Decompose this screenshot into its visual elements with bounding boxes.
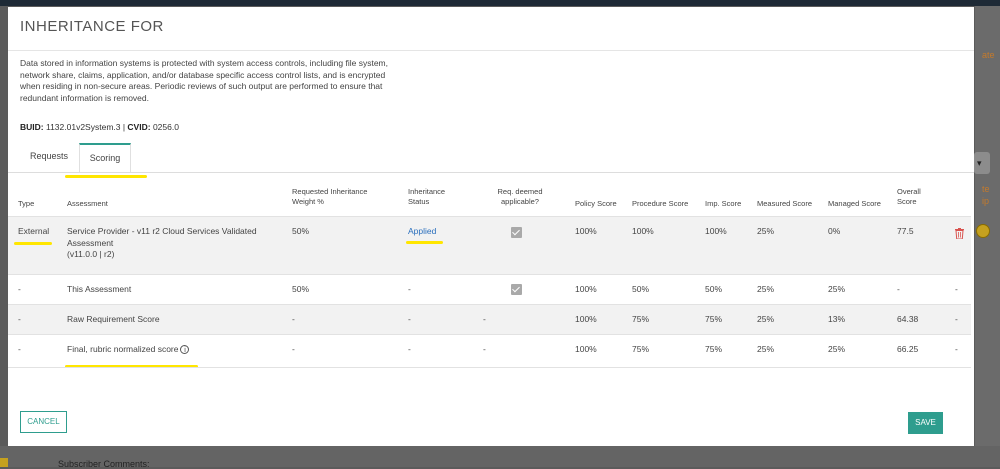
coin-icon bbox=[976, 224, 990, 238]
divider bbox=[8, 172, 974, 173]
cell-assessment: This Assessment bbox=[67, 284, 132, 294]
header-measured: Measured Score bbox=[757, 199, 813, 208]
cell-type: - bbox=[18, 284, 21, 294]
modal-title: INHERITANCE FOR bbox=[20, 18, 164, 35]
tab-requests[interactable]: Requests bbox=[29, 151, 69, 161]
cell-policy: 100% bbox=[575, 284, 597, 294]
cell-managed: 0% bbox=[828, 226, 841, 236]
info-icon[interactable]: i bbox=[180, 345, 189, 354]
cell-overall: 66.25 bbox=[897, 344, 919, 354]
save-button[interactable]: SAVE bbox=[908, 412, 943, 434]
cell-measured: 25% bbox=[757, 226, 775, 236]
cell-procedure: 75% bbox=[632, 314, 650, 324]
buid-label: BUID: bbox=[20, 122, 44, 132]
identifier-line bbox=[20, 122, 179, 132]
inheritance-modal bbox=[8, 7, 974, 446]
cell-overall: 64.38 bbox=[897, 314, 919, 324]
background-text: ate bbox=[982, 50, 995, 60]
cell-action: - bbox=[955, 344, 958, 354]
highlight-mark bbox=[14, 242, 52, 245]
cell-status-applied-link[interactable]: Applied bbox=[408, 226, 437, 236]
highlight-mark bbox=[65, 175, 147, 178]
cell-policy: 100% bbox=[575, 226, 597, 236]
cell-procedure: 50% bbox=[632, 284, 650, 294]
chevron-down-icon: ▾ bbox=[977, 158, 982, 168]
cell-imp: 50% bbox=[705, 284, 723, 294]
cell-imp: 75% bbox=[705, 314, 723, 324]
cell-overall: - bbox=[897, 284, 900, 294]
header-assessment: Assessment bbox=[67, 199, 108, 208]
cell-managed: 25% bbox=[828, 344, 846, 354]
header-managed: Managed Score bbox=[828, 199, 881, 208]
app-top-bar bbox=[0, 0, 1000, 6]
cell-type: - bbox=[18, 314, 21, 324]
cell-action: - bbox=[955, 314, 958, 324]
header-deemed: Req. deemed applicable? bbox=[497, 187, 543, 206]
highlight-mark bbox=[406, 241, 443, 244]
requirement-description: Data stored in information systems is protected with system access controls, including file system, network share, claims, application, and/or database specific access control lists, and is encrypted when residing in non-secure areas. Periodic reviews of such output are performed to ensure that redundant information is removed. bbox=[20, 58, 389, 103]
cell-managed: 13% bbox=[828, 314, 846, 324]
cell-assessment: Raw Requirement Score bbox=[67, 314, 160, 324]
cell-overall: 77.5 bbox=[897, 226, 914, 236]
background-text: ip bbox=[982, 196, 990, 206]
cell-imp: 100% bbox=[705, 226, 727, 236]
deemed-applicable-checkbox[interactable] bbox=[511, 284, 522, 295]
cvid-label: CVID: bbox=[127, 122, 151, 132]
background-text: te bbox=[982, 184, 990, 194]
cell-assessment: Service Provider - v11 r2 Cloud Services Validated Assessment bbox=[67, 226, 257, 248]
header-weight: Requested Inheritance Weight % bbox=[292, 187, 368, 206]
header-type: Type bbox=[18, 199, 35, 208]
tab-scoring[interactable]: Scoring bbox=[79, 143, 131, 173]
cell-policy: 100% bbox=[575, 314, 597, 324]
buid-value: 1132.01v2System.3 bbox=[45, 122, 121, 132]
header-imp: Imp. Score bbox=[705, 199, 742, 208]
header-overall: Overall Score bbox=[897, 187, 921, 206]
cell-status: - bbox=[408, 284, 411, 294]
deemed-applicable-checkbox[interactable] bbox=[511, 227, 522, 238]
cell-weight: 50% bbox=[292, 284, 310, 294]
cell-assessment-text: Final, rubric normalized score bbox=[67, 344, 179, 354]
header-status: Inheritance Status bbox=[408, 187, 446, 206]
background-page-bottom bbox=[0, 446, 1000, 467]
separator: | bbox=[120, 122, 128, 132]
cell-status: - bbox=[408, 314, 411, 324]
cell-weight: 50% bbox=[292, 226, 310, 236]
cell-deemed: - bbox=[483, 314, 486, 324]
cancel-button[interactable]: CANCEL bbox=[20, 411, 67, 433]
cell-procedure: 75% bbox=[632, 344, 650, 354]
cell-measured: 25% bbox=[757, 344, 775, 354]
table-row bbox=[8, 275, 971, 304]
trash-icon[interactable] bbox=[955, 228, 964, 239]
cell-type: External bbox=[18, 226, 50, 236]
subscriber-comments-label: Subscriber Comments: bbox=[58, 459, 150, 469]
cell-assessment-version: (v11.0.0 | r2) bbox=[67, 249, 115, 259]
cell-weight: - bbox=[292, 314, 295, 324]
cvid-value: 0256.0 bbox=[152, 122, 179, 132]
header-procedure: Procedure Score bbox=[632, 199, 689, 208]
header-policy: Policy Score bbox=[575, 199, 617, 208]
cell-managed: 25% bbox=[828, 284, 846, 294]
coin-icon bbox=[0, 458, 8, 467]
cell-action: - bbox=[955, 284, 958, 294]
cell-procedure: 100% bbox=[632, 226, 654, 236]
cell-status: - bbox=[408, 344, 411, 354]
cell-measured: 25% bbox=[757, 314, 775, 324]
cell-measured: 25% bbox=[757, 284, 775, 294]
divider bbox=[8, 367, 971, 368]
divider bbox=[8, 50, 974, 51]
cell-deemed: - bbox=[483, 344, 486, 354]
cell-policy: 100% bbox=[575, 344, 597, 354]
cell-imp: 75% bbox=[705, 344, 723, 354]
cell-type: - bbox=[18, 344, 21, 354]
cell-weight: - bbox=[292, 344, 295, 354]
cell-assessment bbox=[67, 344, 189, 356]
